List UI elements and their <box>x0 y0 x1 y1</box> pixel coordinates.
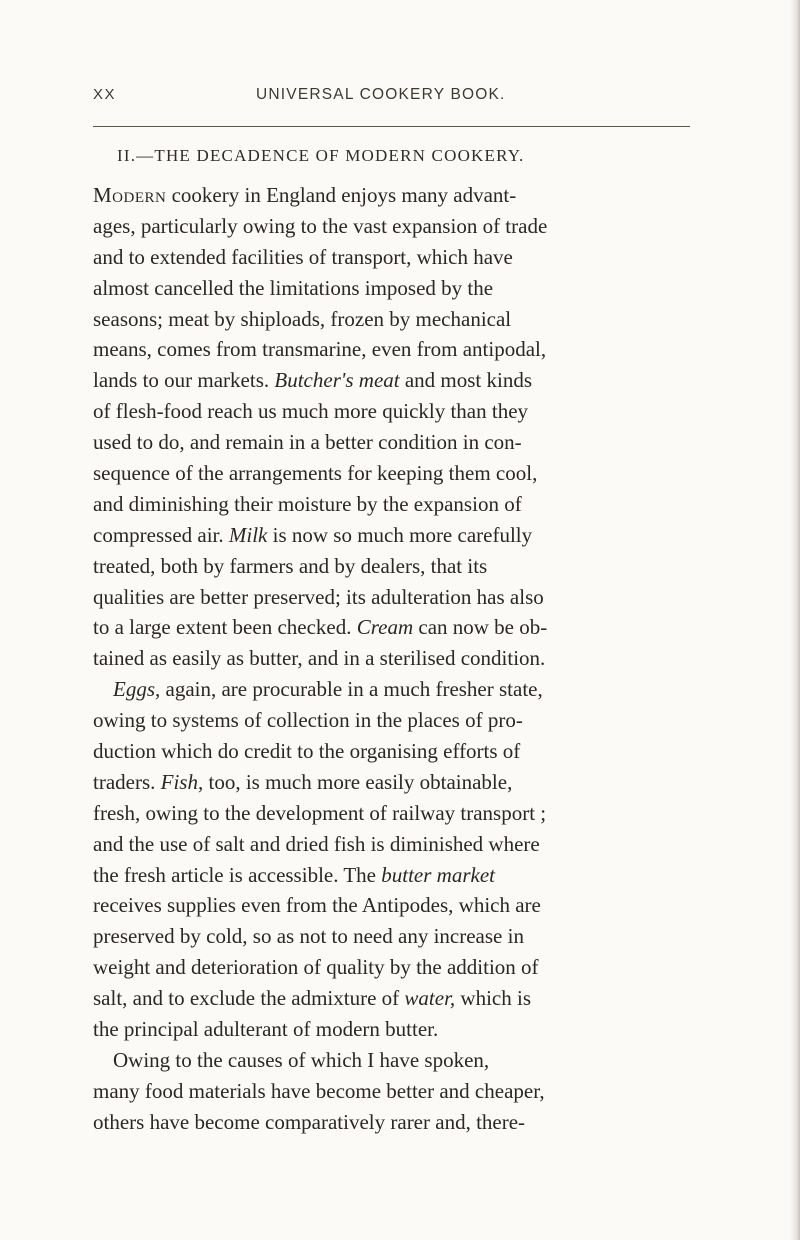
text-line <box>93 334 693 365</box>
text-run: again, are procurable in a much fresher state, <box>160 677 543 702</box>
text-run: tained as easily as butter, and in a sterilised condition. <box>93 646 546 671</box>
text-line <box>93 396 693 427</box>
text-line <box>93 860 693 891</box>
text-line <box>93 242 693 273</box>
italic-run: water, <box>404 986 456 1011</box>
text-line <box>93 921 693 952</box>
text-run: sequence of the arrangements for keeping them cool, <box>93 461 538 486</box>
text-run: duction which do credit to the organising efforts of <box>93 739 521 764</box>
text-line <box>93 520 693 551</box>
text-run: used to do, and remain in a better condition in con- <box>93 430 522 455</box>
text-run: compressed air. <box>93 522 229 547</box>
text-line <box>93 489 693 520</box>
page-edge-shadow <box>790 0 800 1240</box>
text-line <box>93 211 693 242</box>
text-run: the principal adulterant of modern butter. <box>93 1017 439 1042</box>
text-run: fresh, owing to the development of railway transport ; <box>93 800 547 825</box>
text-run: salt, and to exclude the admixture of <box>93 986 405 1011</box>
text-line <box>93 612 693 643</box>
text-line <box>93 304 693 335</box>
italic-run: Eggs, <box>113 677 161 702</box>
text-run: too, is much more easily obtainable, <box>203 769 513 794</box>
text-line <box>93 1107 693 1138</box>
text-run: seasons; meat by shiploads, frozen by mechanical <box>93 306 512 331</box>
italic-run: Cream <box>356 615 414 640</box>
text-run: many food materials have become better and cheaper, <box>93 1078 545 1103</box>
text-line <box>93 798 693 829</box>
text-line <box>93 180 693 211</box>
text-run: traders. <box>93 769 161 794</box>
italic-run: butter market <box>381 862 495 887</box>
text-line <box>93 674 693 705</box>
text-line <box>93 1045 693 1076</box>
text-run: and most kinds <box>399 368 533 393</box>
text-run: and diminishing their moisture by the expansion of <box>93 491 522 516</box>
text-run: receives supplies even from the Antipodes, which are <box>93 893 541 918</box>
text-run: others have become comparatively rarer and, there- <box>93 1109 526 1134</box>
text-line <box>93 582 693 613</box>
text-line <box>93 983 693 1014</box>
header-rule <box>93 126 690 127</box>
text-line <box>93 1076 693 1107</box>
running-header <box>93 86 690 108</box>
running-title: UNIVERSAL COOKERY BOOK. <box>256 86 506 103</box>
text-run: ages, particularly owing to the vast expansion of trade <box>93 213 548 238</box>
italic-run: Butcher's meat <box>274 368 400 393</box>
text-run: weight and deterioration of quality by the addition of <box>93 955 539 980</box>
text-run: of flesh-food reach us much more quickly than they <box>93 399 529 424</box>
text-run: to a large extent been checked. <box>93 615 357 640</box>
italic-run: Fish, <box>160 769 204 794</box>
text-line <box>93 1014 693 1045</box>
text-run: Owing to the causes of which I have spoken, <box>113 1047 490 1072</box>
text-line <box>93 829 693 860</box>
text-run: treated, both by farmers and by dealers, that its <box>93 553 488 578</box>
text-run: preserved by cold, so as not to need any increase in <box>93 924 524 949</box>
text-run: almost cancelled the limitations imposed by the <box>93 275 494 300</box>
text-line <box>93 705 693 736</box>
page-number: XX <box>93 86 117 103</box>
text-run: qualities are better preserved; its adulteration has also <box>93 584 544 609</box>
text-line <box>93 643 693 674</box>
text-line <box>93 952 693 983</box>
text-run: means, comes from transmarine, even from antipodal, <box>93 337 547 362</box>
text-run: and the use of salt and dried fish is diminished where <box>93 831 540 856</box>
text-run: and to extended facilities of transport, which have <box>93 244 513 269</box>
text-line <box>93 365 693 396</box>
italic-run: Milk <box>228 522 268 547</box>
smallcaps-run: Modern <box>93 183 167 207</box>
text-run: cookery in England enjoys many advant- <box>166 183 517 207</box>
text-run: lands to our markets. <box>93 368 275 393</box>
chapter-heading: II.—THE DECADENCE OF MODERN COOKERY. <box>117 146 525 165</box>
text-line <box>93 736 693 767</box>
text-line <box>93 890 693 921</box>
text-line <box>93 767 693 798</box>
text-run: can now be ob- <box>413 615 548 640</box>
text-line <box>93 273 693 304</box>
text-run: the fresh article is accessible. The <box>93 862 382 887</box>
text-line <box>93 427 693 458</box>
text-line <box>93 458 693 489</box>
text-run: is now so much more carefully <box>267 522 533 547</box>
text-line <box>93 551 693 582</box>
text-run: owing to systems of collection in the places of pro- <box>93 708 523 733</box>
text-run: which is <box>455 986 531 1011</box>
body-text <box>93 180 693 1138</box>
